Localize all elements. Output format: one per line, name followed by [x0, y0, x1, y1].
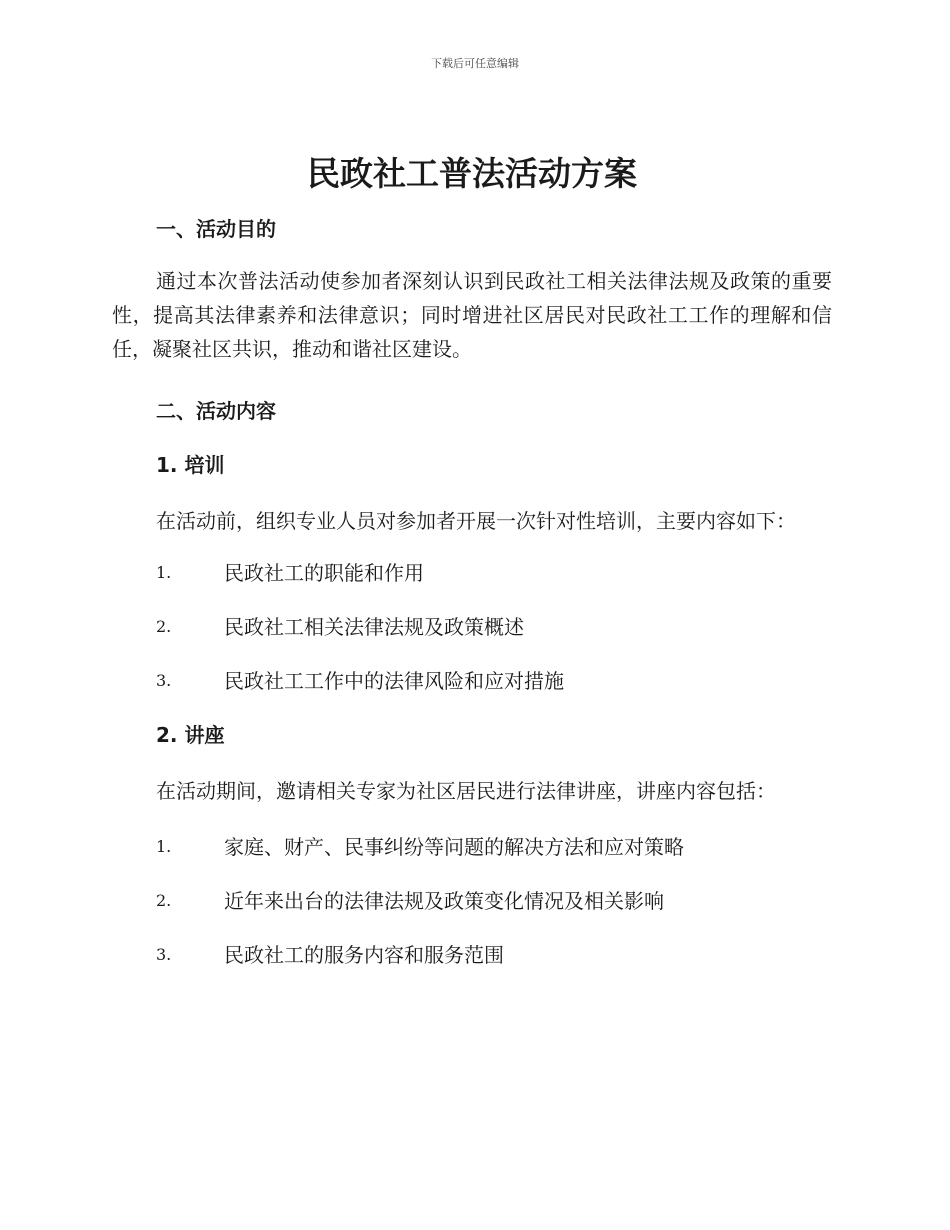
list-text: 近年来出台的法律法规及政策变化情况及相关影响	[224, 889, 664, 913]
document-title: 民政社工普法活动方案	[307, 154, 637, 193]
list-text: 民政社工的职能和作用	[224, 561, 424, 585]
subsection-heading-training: 1. 培训	[156, 453, 225, 477]
list-number: 2.	[156, 891, 172, 910]
list-item	[156, 558, 832, 588]
list-text: 民政社工相关法律法规及政策概述	[224, 615, 524, 639]
list-text: 民政社工的服务内容和服务范围	[224, 943, 504, 967]
purpose-paragraph: 通过本次普法活动使参加者深刻认识到民政社工相关法律法规及政策的重要性，提高其法律素养和法律意识；同时增进社区居民对民政社工工作的理解和信任，凝聚社区共识，推动和谐社区建设。	[112, 269, 832, 361]
list-number: 1.	[156, 563, 172, 582]
list-item	[156, 886, 832, 916]
list-text: 家庭、财产、民事纠纷等问题的解决方法和应对策略	[224, 835, 684, 859]
list-item	[156, 940, 832, 970]
list-number: 3.	[156, 671, 172, 690]
list-text: 民政社工工作中的法律风险和应对措施	[224, 669, 564, 693]
list-number: 2.	[156, 617, 172, 636]
list-item	[156, 666, 832, 696]
list-number: 1.	[156, 837, 172, 856]
list-number: 3.	[156, 945, 172, 964]
document-body	[112, 148, 832, 970]
section-heading-content: 二、活动内容	[156, 399, 276, 423]
page-header: 下载后可任意编辑	[431, 57, 519, 70]
list-item	[156, 612, 832, 642]
lecture-intro: 在活动期间，邀请相关专家为社区居民进行法律讲座，讲座内容包括：	[156, 779, 776, 803]
list-item	[156, 832, 832, 862]
section-heading-purpose: 一、活动目的	[156, 217, 276, 241]
subsection-heading-lecture: 2. 讲座	[156, 723, 225, 747]
training-intro: 在活动前，组织专业人员对参加者开展一次针对性培训，主要内容如下：	[156, 509, 796, 533]
